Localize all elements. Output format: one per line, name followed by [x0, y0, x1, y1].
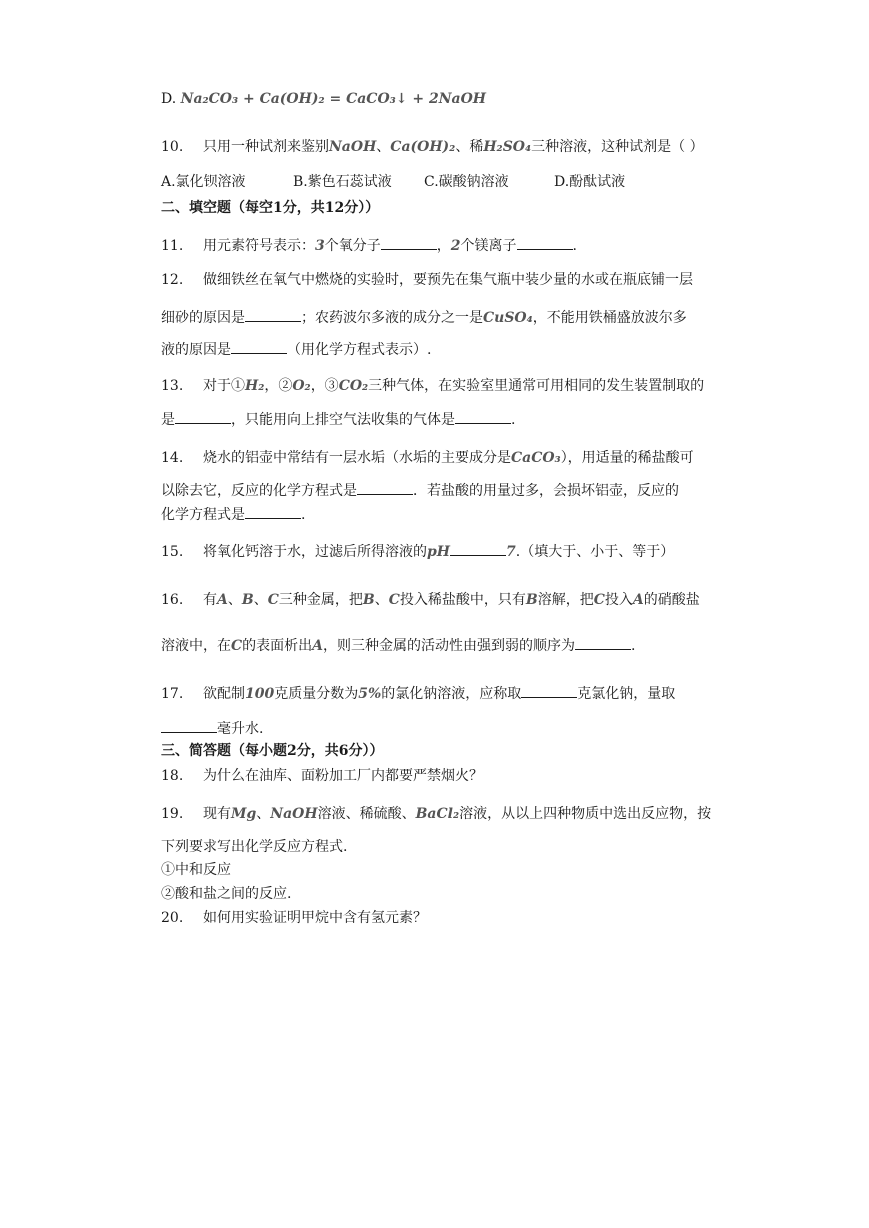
section-heading-short-answer: 三、简答题（每小题2分，共6分））	[161, 743, 384, 759]
question-text: 对于①	[203, 378, 245, 394]
question-text: 投入稀盐酸中，只有	[399, 592, 526, 608]
answer-blank[interactable]	[575, 635, 631, 650]
question-text: ，则三种金属的活动性由强到弱的顺序为	[323, 638, 576, 654]
question-text: ．若盐酸的用量过多，会损坏铝壶，反应的	[413, 483, 679, 499]
question-text: 是	[161, 412, 175, 428]
question-18	[161, 766, 483, 786]
question-text: 溶液，从以上四种物质中选出反应物，按	[459, 806, 712, 822]
metal-symbol: C	[231, 638, 243, 654]
question-number: 10.	[161, 139, 184, 155]
answer-blank[interactable]	[517, 235, 573, 250]
question-16-line-2	[161, 635, 635, 656]
question-text: ，不能用铁桶盛放波尔多	[532, 310, 687, 326]
question-text: 、稀	[455, 139, 484, 155]
number: 2	[450, 238, 461, 254]
question-text: 三种金属，把	[278, 592, 363, 608]
question-text: 欲配制	[203, 686, 245, 702]
answer-blank[interactable]	[245, 307, 301, 322]
separator: 、	[256, 806, 271, 822]
question-14	[161, 448, 694, 468]
option-b: B.紫色石蕊试液	[293, 174, 392, 190]
question-text: （用化学方程式表示）.	[287, 342, 432, 358]
metal-symbol: A	[217, 592, 228, 608]
answer-blank[interactable]	[521, 683, 577, 698]
question-12-line-3	[161, 339, 431, 360]
question-text: 为什么在油库、面粉加工厂内都要严禁烟火？	[203, 768, 483, 784]
question-text: ，只能用向上排空气法收集的气体是	[231, 412, 455, 428]
metal-symbol: B	[362, 592, 375, 608]
answer-blank[interactable]	[175, 409, 231, 424]
question-14-line-3	[161, 504, 305, 525]
formula: H₂	[245, 378, 265, 394]
question-number: 18.	[161, 768, 184, 784]
option-a: A.氯化钡溶液	[161, 174, 246, 190]
formula: Mg	[231, 806, 257, 822]
question-text: 溶液中，在	[161, 638, 231, 654]
question-text: 化学方程式是	[161, 507, 245, 523]
answer-blank[interactable]	[245, 504, 301, 519]
number: 100	[245, 686, 275, 702]
question-text: 烧水的铝壶中常结有一层水垢（水垢的主要成分是	[203, 450, 511, 466]
question-text: 溶解，把	[537, 592, 594, 608]
question-text: 投入	[604, 592, 633, 608]
question-text: ，	[436, 238, 451, 254]
separator: 、	[253, 592, 268, 608]
metal-symbol: A	[632, 592, 644, 608]
question-number: 15.	[161, 544, 184, 560]
question-text: 的硝酸盐	[643, 592, 700, 608]
metal-symbol: C	[593, 592, 605, 608]
question-10-options	[161, 172, 625, 192]
option-label: D.	[161, 91, 177, 107]
question-text: 用元素符号表示：	[203, 238, 315, 254]
section-heading-fill-in: 二、填空题（每空1分，共12分））	[161, 200, 380, 216]
question-text: 克质量分数为	[274, 686, 359, 702]
question-19-item-1: ①中和反应	[161, 862, 231, 878]
question-text: .	[511, 412, 516, 428]
question-number: 11.	[161, 238, 184, 254]
question-text: 毫升水.	[217, 721, 264, 737]
question-text: .	[572, 238, 577, 254]
question-text: .	[301, 507, 306, 523]
metal-symbol: B	[525, 592, 538, 608]
separator: 、	[376, 139, 391, 155]
question-number: 16.	[161, 592, 184, 608]
separator: 、	[374, 592, 389, 608]
question-number: 17.	[161, 686, 184, 702]
question-text: 液的原因是	[161, 342, 231, 358]
question-text: 的表面析出	[242, 638, 313, 654]
number: 5%	[358, 686, 382, 702]
question-16	[161, 590, 700, 610]
separator: 、	[227, 592, 242, 608]
option-d: D.酚酞试液	[554, 174, 626, 190]
question-text: 以除去它，反应的化学方程式是	[161, 483, 357, 499]
question-text: .	[631, 638, 636, 654]
answer-blank[interactable]	[381, 235, 437, 250]
formula: CO₂	[338, 378, 369, 394]
question-text: 细砂的原因是	[161, 310, 245, 326]
question-text: 克氯化钠，量取	[577, 686, 676, 702]
question-11	[161, 235, 577, 256]
question-text: 个镁离子	[460, 238, 517, 254]
question-17-line-2	[161, 718, 263, 739]
question-text: 溶液、稀硫酸、	[317, 806, 416, 822]
metal-symbol: A	[312, 638, 324, 654]
question-text: 有	[203, 592, 217, 608]
formula: NaOH	[270, 806, 318, 822]
formula: NaOH	[329, 139, 377, 155]
question-number: 19.	[161, 806, 184, 822]
formula: Ca(OH)₂	[390, 139, 456, 155]
question-10	[161, 137, 704, 157]
question-text: 将氧化钙溶于水，过滤后所得溶液的	[203, 544, 427, 560]
answer-blank[interactable]	[455, 409, 511, 424]
question-12	[161, 270, 693, 290]
question-12-line-2	[161, 307, 687, 328]
question-number: 20.	[161, 910, 184, 926]
formula: Na₂CO₃ + Ca(OH)₂ = CaCO₃↓ + 2NaOH	[180, 91, 487, 107]
question-text: .（填大于、小于、等于）	[515, 544, 675, 560]
question-text: 如何用实验证明甲烷中含有氢元素？	[203, 910, 427, 926]
question-number: 14.	[161, 450, 184, 466]
answer-blank[interactable]	[450, 541, 506, 556]
number: 7	[506, 544, 516, 560]
metal-symbol: B	[241, 592, 254, 608]
formula: CaCO₃	[511, 450, 561, 466]
metal-symbol: C	[267, 592, 279, 608]
question-19-item-2: ②酸和盐之间的反应.	[161, 886, 292, 902]
question-20	[161, 908, 427, 928]
question-text: ，②	[264, 378, 293, 394]
answer-blank[interactable]	[357, 480, 413, 495]
question-number: 13.	[161, 378, 184, 394]
option-c: C.碳酸钠溶液	[424, 174, 509, 190]
question-text: 的氯化钠溶液，应称取	[381, 686, 522, 702]
q9-option-d	[161, 89, 486, 109]
question-text: ，③	[310, 378, 339, 394]
question-13	[161, 376, 704, 396]
formula: O₂	[292, 378, 311, 394]
question-text: 三种溶液，这种试剂是（ ）	[531, 139, 704, 155]
question-17	[161, 683, 675, 704]
answer-blank[interactable]	[231, 339, 287, 354]
formula: H₂SO₄	[483, 139, 532, 155]
formula: CuSO₄	[483, 310, 533, 326]
formula: pH	[427, 544, 451, 560]
metal-symbol: C	[388, 592, 400, 608]
question-13-line-2	[161, 409, 515, 430]
question-14-line-2	[161, 480, 679, 501]
formula: BaCl₂	[415, 806, 460, 822]
question-text: ；农药波尔多液的成分之一是	[301, 310, 483, 326]
question-text: 只用一种试剂来鉴别	[203, 139, 329, 155]
question-text: 现有	[203, 806, 231, 822]
question-15	[161, 541, 674, 562]
question-19	[161, 804, 711, 824]
question-19-line-2: 下列要求写出化学反应方程式.	[161, 839, 348, 855]
number: 3	[315, 238, 325, 254]
answer-blank[interactable]	[161, 718, 217, 733]
question-text: 个氧分子	[324, 238, 381, 254]
question-text: ），用适量的稀盐酸可	[560, 450, 694, 466]
question-text: 三种气体，在实验室里通常可用相同的发生装置制取的	[368, 378, 705, 394]
question-number: 12.	[161, 272, 184, 288]
question-text: 做细铁丝在氧气中燃烧的实验时，要预先在集气瓶中装少量的水或在瓶底铺一层	[203, 272, 693, 288]
